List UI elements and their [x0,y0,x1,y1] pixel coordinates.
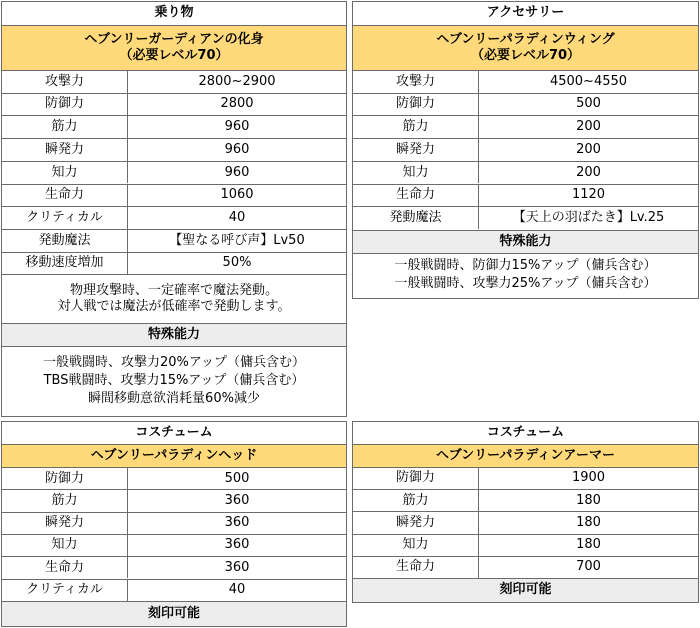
stat-label: 知力 [353,162,479,184]
stat-label: 生命力 [2,557,128,578]
mount-note-line1: 物理攻撃時、一定確率で魔法発動。 [69,282,278,298]
accessory-item-name [353,26,698,70]
mount-note-line2: 対人戦では魔法が低確率で発動します。 [57,299,291,314]
accessory-name-line1: ヘブンリーパラディンウィング [436,31,615,47]
stat-value: 1120 [571,187,606,203]
stat-label: 発動魔法 [353,207,479,229]
stat-value: 【聖なる呼び声】Lv50 [169,232,305,248]
accessory-header: アクセサリー [353,2,698,25]
mount-special-line: 瞬間移動意欲消耗量60%減少 [88,391,260,407]
costume-armor-header: コスチューム [353,422,698,444]
stat-value: 500 [224,470,250,486]
stat-value: 500 [576,96,601,112]
stat-value: 200 [576,164,601,180]
stat-label: 知力 [353,535,479,556]
costume-armor-item-name: ヘブンリーパラディンアーマー [353,445,698,467]
stat-value: 1900 [571,470,606,486]
stat-value: 1060 [220,187,254,203]
stat-label: 瞬発力 [353,139,479,161]
stat-label: 防御力 [353,468,479,489]
costume-head-header: コスチューム [2,422,346,444]
stat-label: 発動魔法 [2,230,128,252]
stat-value: 960 [224,164,250,180]
stat-value: 360 [224,559,250,575]
mount-special-header: 特殊能力 [2,324,346,346]
stat-label: 筋力 [353,490,479,511]
costume-head-panel [1,421,347,627]
stat-value: 180 [576,492,601,508]
stat-label: 瞬発力 [2,139,128,161]
stat-value: 40 [228,209,246,225]
costume-head-item-name: ヘブンリーパラディンヘッド [2,445,346,467]
stat-value: 2800~2900 [198,73,276,89]
stat-value: 200 [576,141,601,157]
accessory-special-line: 一般戦闘時、防御力15%アップ（傭兵含む） [394,257,657,273]
mount-special-line: 一般戦闘時、攻撃力20%アップ（傭兵含む） [43,354,305,370]
stat-label: クリティカル [2,207,128,229]
stat-label: 生命力 [353,557,479,578]
stat-value: 180 [576,537,601,553]
stat-label: 防御力 [2,468,128,489]
stat-label: クリティカル [2,580,128,601]
stat-label: 知力 [2,535,128,556]
stat-value: 40 [228,582,246,598]
mount-special-list [2,347,346,415]
stat-label: 防御力 [353,94,479,116]
stat-value: 700 [576,559,601,575]
accessory-panel [352,1,699,299]
stat-value: 360 [224,515,250,531]
stat-value: 180 [576,514,601,530]
stat-label: 生命力 [353,185,479,207]
stat-label: 筋力 [2,490,128,511]
mount-note [2,275,346,323]
stat-value: 960 [224,141,250,157]
stat-value: 【天上の羽ばたき】Lv.25 [512,209,665,225]
costume-armor-footer: 刻印可能 [353,579,698,602]
mount-item-name [2,26,346,70]
mount-panel [1,1,347,417]
mount-name-line1: ヘブンリーガーディアンの化身 [84,31,264,47]
accessory-special-line: 一般戦闘時、攻撃力25%アップ（傭兵含む） [394,276,657,291]
stat-value: 4500~4550 [549,73,628,89]
stat-label: 攻撃力 [2,71,128,93]
accessory-required-level: （必要レベル70） [470,48,581,63]
stat-label: 移動速度増加 [2,253,128,275]
stat-value: 50% [222,255,252,271]
stat-label: 攻撃力 [353,71,479,93]
stat-label: 防御力 [2,94,128,116]
mount-required-level: （必要レベル70） [119,48,229,63]
stat-value: 360 [224,492,250,508]
stat-label: 知力 [2,162,128,184]
costume-armor-panel [352,421,699,603]
stat-label: 生命力 [2,185,128,207]
mount-special-line: TBS戦闘時、攻撃力15%アップ（傭兵含む） [43,372,305,388]
stat-label: 筋力 [2,116,128,138]
stat-label: 筋力 [353,116,479,138]
accessory-special-list [353,254,698,296]
stat-value: 360 [224,537,250,553]
mount-header: 乗り物 [2,2,346,25]
stat-label: 瞬発力 [353,512,479,533]
stat-value: 200 [576,119,601,135]
accessory-special-header: 特殊能力 [353,231,698,253]
stat-label: 瞬発力 [2,513,128,534]
stat-value: 2800 [220,96,254,112]
stat-value: 960 [224,119,250,135]
costume-head-footer: 刻印可能 [2,602,346,626]
